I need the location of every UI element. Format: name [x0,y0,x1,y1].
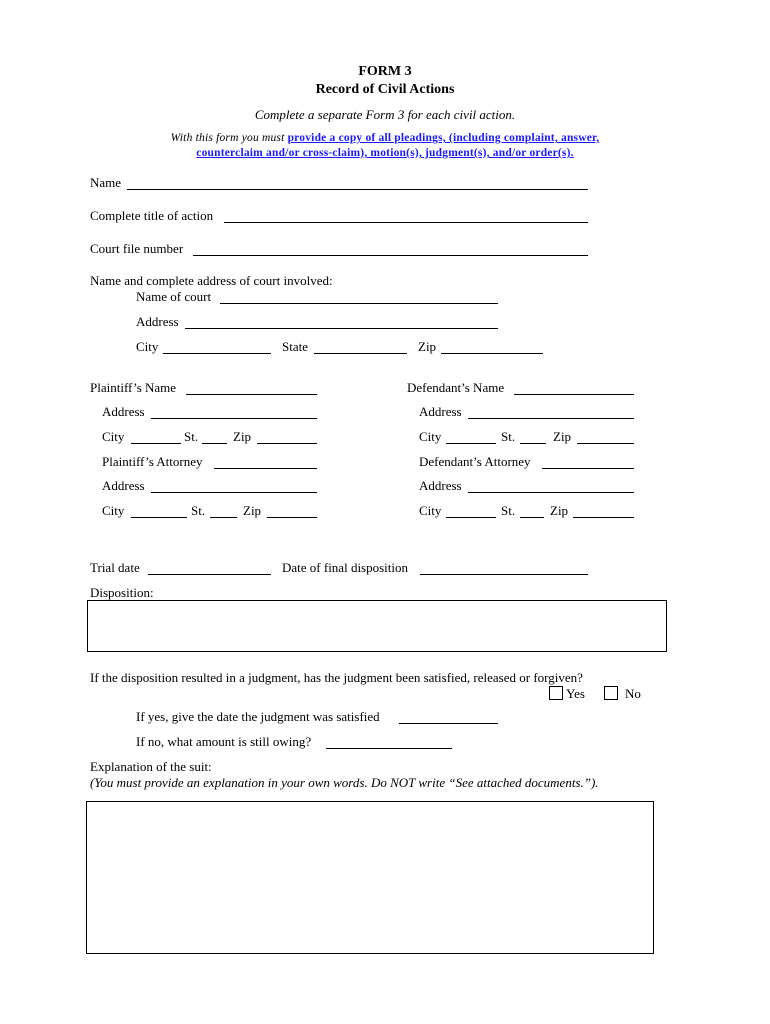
plaintiff-zip-label: Zip [233,429,252,444]
plaintiff-address-label: Address [102,404,145,419]
defendant-attorney-label: Defendant’s Attorney [419,454,531,469]
defendant-address-label: Address [419,404,462,419]
plaintiff-attorney-st-label: St. [191,503,206,518]
form-number: FORM 3 [358,64,412,79]
plaintiff-city-field[interactable] [131,443,181,444]
defendant-st-label: St. [501,429,516,444]
defendant-city-label: City [419,429,442,444]
defendant-attorney-city-label: City [419,503,442,518]
trial-date-field[interactable] [148,574,271,575]
form-instruction: Complete a separate Form 3 for each civil action. [254,107,516,122]
final-disposition-field[interactable] [420,574,588,575]
plaintiff-attorney-zip-label: Zip [243,503,262,518]
defendant-attorney-zip-label: Zip [550,503,569,518]
plaintiff-attorney-field[interactable] [214,468,317,469]
trial-date-label: Trial date [90,560,140,575]
defendant-attorney-st-label: St. [501,503,516,518]
defendant-st-field[interactable] [520,443,546,444]
court-address-field[interactable] [185,328,498,329]
plaintiff-attorney-st-field[interactable] [210,517,237,518]
defendant-attorney-address-label: Address [419,478,462,493]
no-amount-label: If no, what amount is still owing? [136,734,312,749]
requirement-link-line1[interactable]: provide a copy of all pleadings, (including complaint, answer, [287,132,600,144]
defendant-zip-label: Zip [553,429,572,444]
defendant-name-label: Defendant’s Name [407,380,505,395]
defendant-attorney-address-field[interactable] [468,492,634,493]
plaintiff-address-field[interactable] [151,418,317,419]
disposition-label: Disposition: [90,585,154,600]
yes-date-label: If yes, give the date the judgment was satisfied [136,709,380,724]
no-amount-field[interactable] [326,748,452,749]
plaintiff-attorney-zip-field[interactable] [267,517,317,518]
plaintiff-zip-field[interactable] [257,443,317,444]
plaintiff-attorney-address-field[interactable] [151,492,317,493]
final-disposition-label: Date of final disposition [282,560,409,575]
court-file-number-label: Court file number [90,241,184,256]
name-label: Name [90,175,122,190]
requirement-link-line2[interactable]: counterclaim and/or cross-claim), motion(s), judgment(s), and/or order(s). [196,147,574,159]
yes-label: Yes [566,686,585,701]
court-name-label: Name of court [136,289,212,304]
disposition-textbox[interactable] [87,600,667,652]
form-title: Record of Civil Actions [315,82,455,97]
requirement-note-line2 [0,146,770,161]
plaintiff-st-label: St. [184,429,199,444]
no-label: No [625,686,641,701]
title-of-action-field[interactable] [224,222,588,223]
yes-date-field[interactable] [399,723,498,724]
plaintiff-attorney-label: Plaintiff’s Attorney [102,454,203,469]
plaintiff-city-label: City [102,429,125,444]
court-address-label: Address [136,314,179,329]
defendant-zip-field[interactable] [577,443,634,444]
defendant-city-field[interactable] [446,443,496,444]
plaintiff-attorney-address-label: Address [102,478,145,493]
court-state-field[interactable] [314,353,407,354]
defendant-attorney-st-field[interactable] [520,517,544,518]
no-checkbox[interactable] [604,686,618,700]
explanation-label: Explanation of the suit: [90,759,212,774]
requirement-prefix: With this form you must [170,132,285,144]
plaintiff-name-field[interactable] [186,394,317,395]
court-name-field[interactable] [220,303,498,304]
plaintiff-attorney-city-label: City [102,503,125,518]
court-city-field[interactable] [163,353,271,354]
plaintiff-name-label: Plaintiff’s Name [90,380,177,395]
title-of-action-label: Complete title of action [90,208,214,223]
judgment-question: If the disposition resulted in a judgment, has the judgment been satisfied, released or forgiven? [90,670,583,685]
court-file-number-field[interactable] [193,255,588,256]
defendant-attorney-field[interactable] [542,468,634,469]
court-city-label: City [136,339,159,354]
court-section-label: Name and complete address of court involved: [90,273,333,288]
explanation-note: (You must provide an explanation in your own words. Do NOT write “See attached documents.”). [90,775,599,790]
yes-checkbox[interactable] [549,686,563,700]
name-field[interactable] [127,189,588,190]
defendant-attorney-city-field[interactable] [446,517,496,518]
requirement-note [0,131,770,146]
defendant-address-field[interactable] [468,418,634,419]
defendant-attorney-zip-field[interactable] [573,517,634,518]
defendant-name-field[interactable] [514,394,634,395]
plaintiff-st-field[interactable] [202,443,227,444]
court-zip-label: Zip [418,339,437,354]
plaintiff-attorney-city-field[interactable] [131,517,187,518]
court-state-label: State [282,339,308,354]
court-zip-field[interactable] [441,353,543,354]
explanation-textbox[interactable] [86,801,654,954]
